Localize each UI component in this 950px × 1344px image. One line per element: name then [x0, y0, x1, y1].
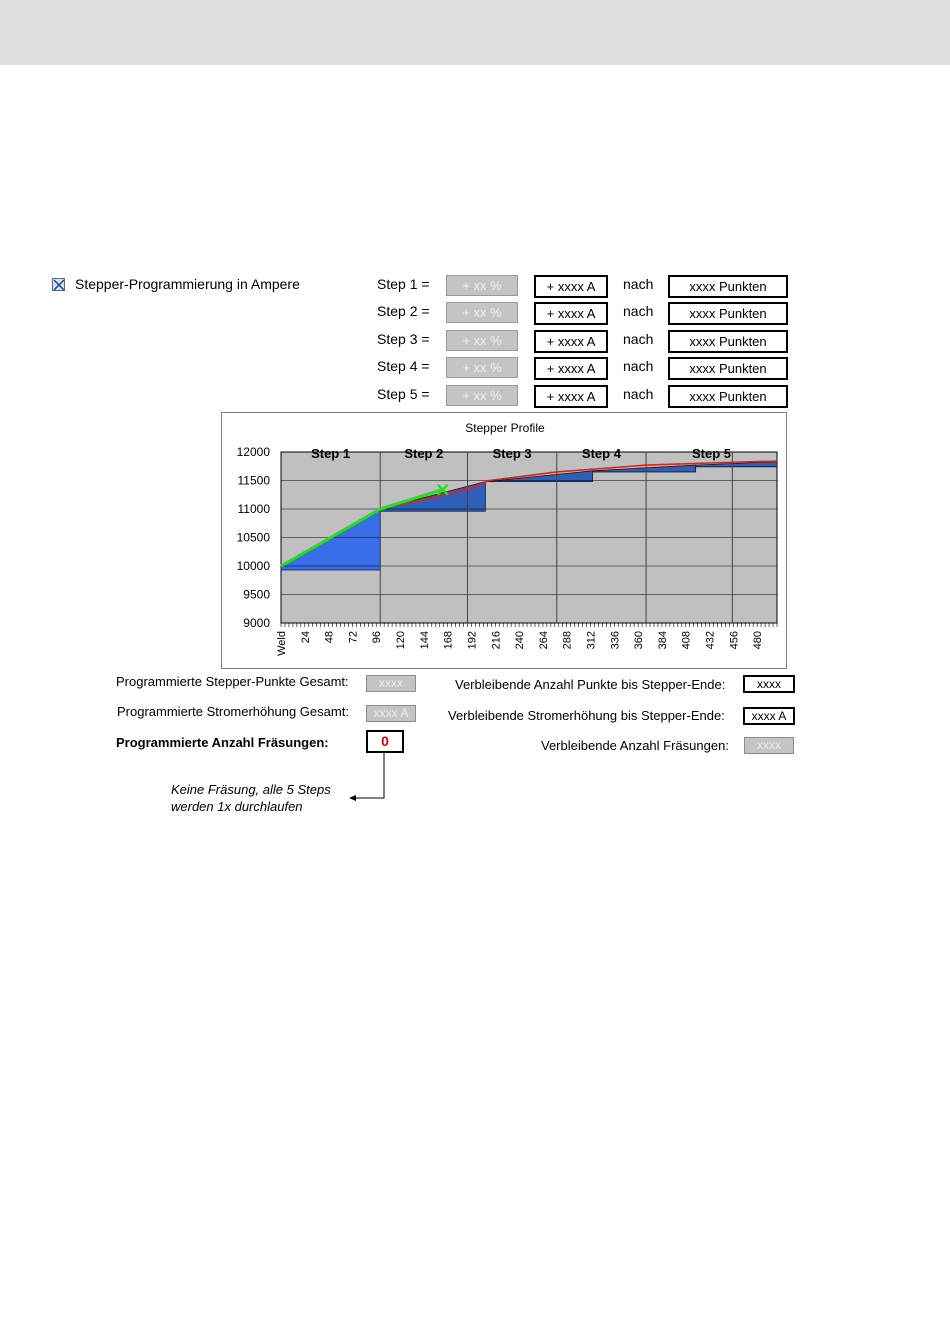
prog-milling-value[interactable]: 0 — [366, 730, 404, 753]
prog-points-value: xxxx — [366, 675, 416, 692]
step-points-field[interactable]: xxxx Punkten — [668, 330, 788, 353]
x-tick-label: 480 — [752, 631, 765, 650]
nach-label: nach — [623, 386, 654, 402]
step-points-field[interactable]: xxxx Punkten — [668, 357, 788, 380]
x-tick-label: 408 — [680, 631, 693, 650]
step-ampere-field[interactable]: + xxxx A — [534, 275, 608, 298]
y-tick-label: 10000 — [236, 559, 270, 573]
step-points-field[interactable]: xxxx Punkten — [668, 275, 788, 298]
stepper-ampere-checkbox[interactable] — [52, 278, 65, 291]
x-tick-label: 240 — [514, 631, 527, 650]
step-points-field[interactable]: xxxx Punkten — [668, 302, 788, 325]
x-tick-label: 144 — [418, 631, 431, 650]
header-bar — [0, 0, 950, 65]
step-header-label: Step 3 — [492, 446, 532, 461]
step-percent-field: + xx % — [446, 275, 518, 296]
step-percent-field: + xx % — [446, 302, 518, 323]
step-label: Step 4 = — [377, 358, 430, 374]
step-label: Step 1 = — [377, 276, 430, 292]
x-tick-label: 72 — [347, 631, 360, 644]
nach-label: nach — [623, 303, 654, 319]
nach-label: nach — [623, 276, 654, 292]
chart-title: Stepper Profile — [465, 421, 545, 435]
step-label: Step 5 = — [377, 386, 430, 402]
note-line-2: werden 1x durchlaufen — [171, 799, 303, 814]
step-label: Step 2 = — [377, 303, 430, 319]
remain-points-value: xxxx — [743, 675, 795, 693]
check-x-icon — [53, 279, 66, 292]
remain-milling-value: xxxx — [744, 737, 794, 754]
stepper-profile-svg — [222, 413, 788, 670]
step-ampere-field[interactable]: + xxxx A — [534, 357, 608, 380]
nach-label: nach — [623, 331, 654, 347]
y-tick-label: 11500 — [237, 473, 270, 488]
step-header-label: Step 4 — [581, 446, 621, 461]
step-header-label: Step 2 — [404, 446, 444, 461]
step-header-label: Step 5 — [692, 446, 732, 461]
step-percent-field: + xx % — [446, 330, 518, 351]
y-tick-label: 9000 — [243, 616, 270, 630]
x-tick-label: 96 — [371, 631, 384, 644]
step-ampere-field[interactable]: + xxxx A — [534, 330, 608, 353]
remain-current-label: Verbleibende Stromerhöhung bis Stepper-Ende: — [448, 708, 725, 723]
remain-current-value: xxxx A — [743, 707, 795, 725]
step-header-label: Step 1 — [311, 446, 351, 461]
prog-current-label: Programmierte Stromerhöhung Gesamt: — [117, 704, 349, 719]
y-tick-label: 11000 — [237, 502, 270, 516]
prog-points-label: Programmierte Stepper-Punkte Gesamt: — [116, 674, 349, 689]
x-tick-label: 360 — [633, 631, 646, 650]
x-tick-label: 456 — [728, 631, 741, 650]
prog-milling-label: Programmierte Anzahl Fräsungen: — [116, 735, 329, 750]
step-ampere-field[interactable]: + xxxx A — [534, 302, 608, 325]
step-ampere-field[interactable]: + xxxx A — [534, 385, 608, 408]
x-tick-label: Weld — [276, 631, 288, 656]
stepper-ampere-label: Stepper-Programmierung in Ampere — [75, 276, 300, 292]
step-label: Step 3 = — [377, 331, 430, 347]
x-tick-label: 264 — [537, 631, 550, 650]
nach-label: nach — [623, 358, 654, 374]
remain-points-label: Verbleibende Anzahl Punkte bis Stepper-Ende: — [455, 677, 726, 692]
step-points-field[interactable]: xxxx Punkten — [668, 385, 788, 408]
x-tick-label: 192 — [466, 631, 479, 650]
x-tick-label: 336 — [609, 631, 622, 650]
y-tick-label: 10500 — [236, 530, 270, 545]
x-tick-label: 312 — [585, 631, 598, 650]
x-tick-label: 24 — [299, 631, 312, 644]
prog-current-value: xxxx A — [366, 705, 416, 722]
x-tick-label: 216 — [490, 631, 503, 650]
x-tick-label: 288 — [561, 631, 574, 650]
stepper-ampere-checkbox-row[interactable] — [52, 276, 300, 292]
note-arrow — [340, 750, 390, 804]
y-tick-label: 12000 — [236, 445, 270, 459]
x-tick-label: 168 — [442, 631, 455, 650]
milling-note — [171, 781, 331, 815]
y-tick-label: 9500 — [243, 587, 270, 602]
remain-milling-label: Verbleibende Anzahl Fräsungen: — [541, 738, 729, 753]
step-percent-field: + xx % — [446, 357, 518, 378]
x-tick-label: 384 — [656, 631, 669, 650]
x-tick-label: 432 — [704, 631, 717, 650]
step-percent-field: + xx % — [446, 385, 518, 406]
x-tick-label: 120 — [395, 631, 408, 650]
stepper-profile-chart — [221, 412, 787, 669]
note-line-1: Keine Fräsung, alle 5 Steps — [171, 782, 331, 797]
x-tick-label: 48 — [323, 631, 336, 644]
